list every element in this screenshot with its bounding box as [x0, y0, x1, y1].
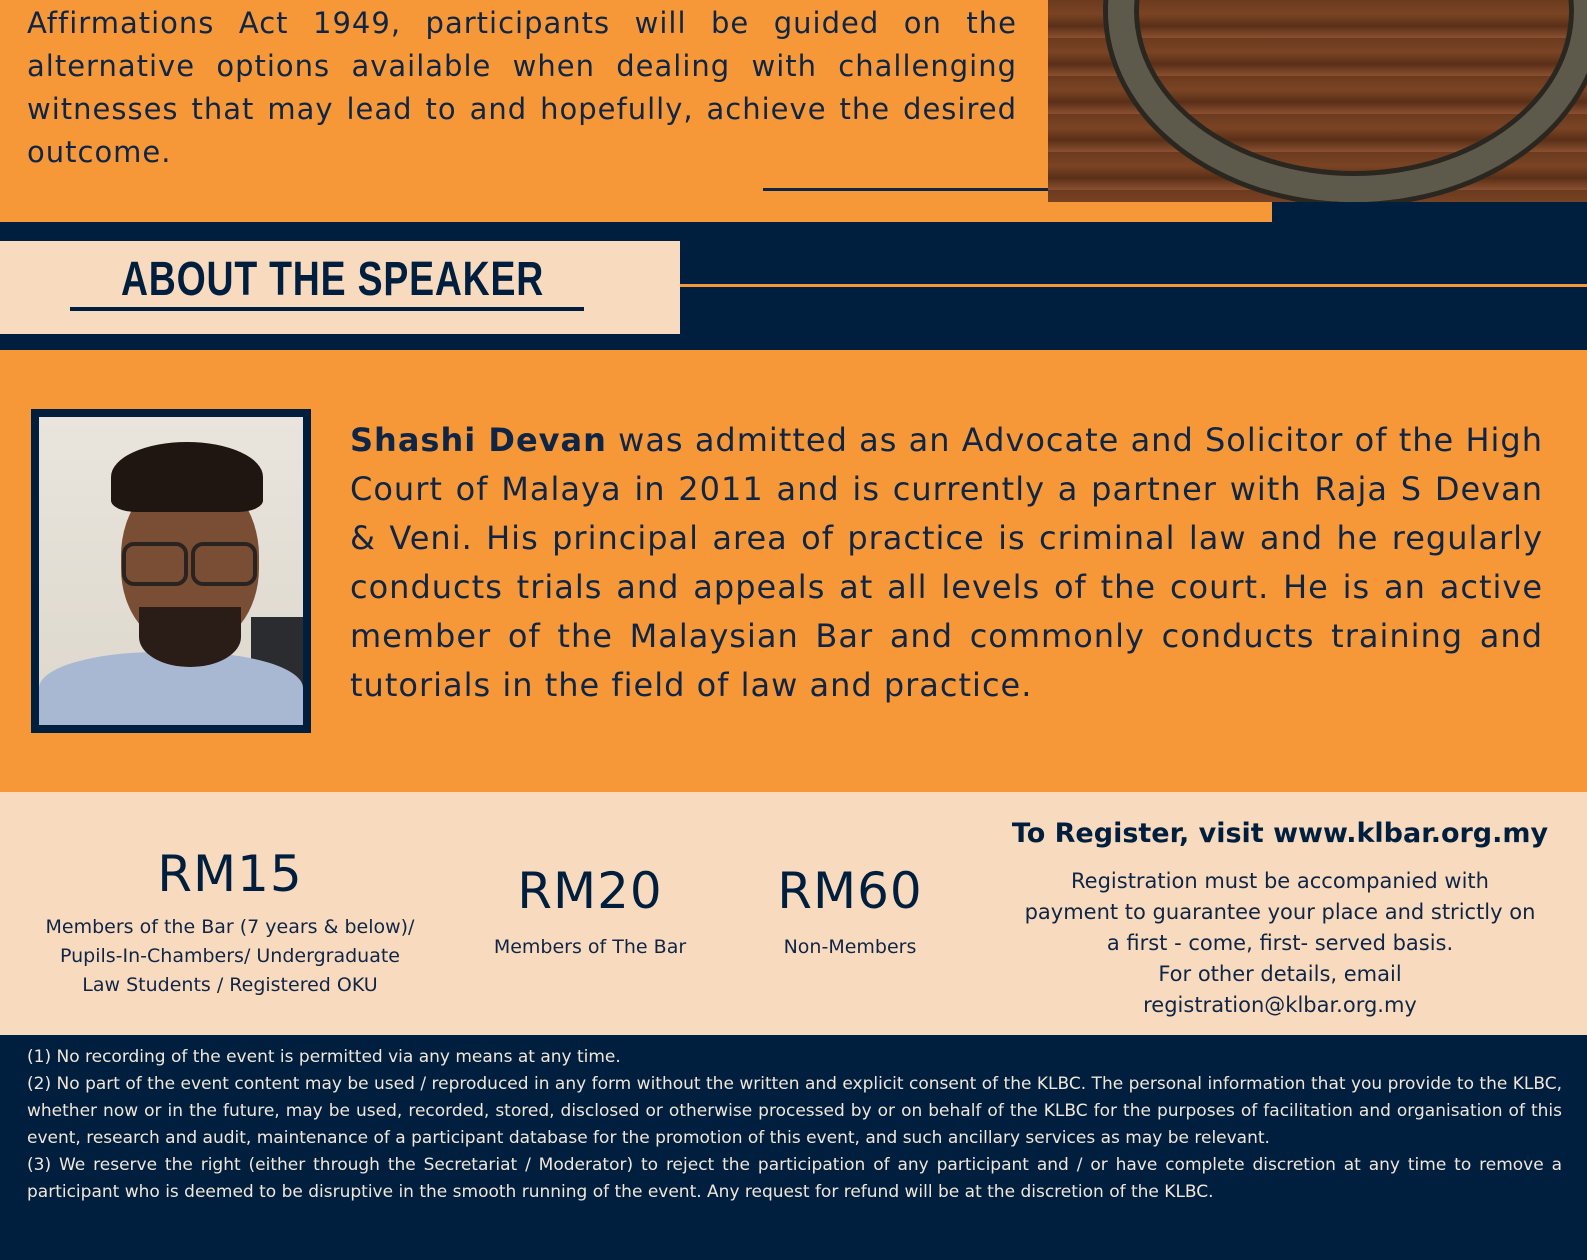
footer-note: (3) We reserve the right (either through the Secretariat / Moderator) to reject the participation of any participant and / or have complete discretion at any time to remove a participant who is deemed to be disruptive in the smooth running of the event. Any request for refund will be at the discretion of the KLBC. [27, 1155, 1562, 1202]
price-amount: RM15 [157, 845, 303, 903]
price-amount: RM20 [517, 862, 663, 920]
price-description [735, 933, 965, 962]
speaker-photo-image [39, 417, 303, 725]
footer-note: (2) No part of the event content may be used / reproduced in any form without the written and explicit consent of the KLBC. The personal information that you provide to the KLBC, whether now or in the future, may be used, recorded, stored, disclosed or otherwise processed by or on behalf of the KLBC for the purposes of facilitation and organisation of this event, research and audit, maintenance of a participant database for the promotion of this event, and such ancillary services as may be relevant. [27, 1074, 1562, 1148]
about-accent-line [680, 284, 1587, 287]
handcuffs-photo [1048, 0, 1587, 202]
price-description [20, 913, 440, 1000]
price-description-line: Law Students / Registered OKU [82, 974, 378, 996]
price-description-line: Pupils-In-Chambers/ Undergraduate [60, 945, 400, 967]
price-description-line: Members of The Bar [493, 936, 687, 958]
footer-notes [27, 1044, 1562, 1206]
glasses-right-shape [191, 542, 257, 586]
intro-text: Affirmations Act 1949, participants will be guided on the alternative options available when dealing with challenging witnesses that may lead to and hopefully, achieve the desired outcome. [27, 6, 1017, 169]
footer-note: (1) No recording of the event is permitted via any means at any time. [27, 1047, 621, 1067]
price-description-line: Members of the Bar (7 years & below)/ [45, 916, 415, 938]
hair-shape [111, 442, 263, 512]
speaker-bio [350, 416, 1543, 710]
handcuff-ring-shape [1108, 0, 1587, 202]
beard-shape [139, 607, 241, 667]
glasses-left-shape [122, 542, 188, 586]
intro-divider [763, 188, 1048, 191]
price-amount: RM60 [777, 862, 923, 920]
speaker-bio-text: was admitted as an Advocate and Solicitor of the High Court of Malaya in 2011 and is currently a partner with Raja S Devan & Veni. His principal area of practice is criminal law and he regularly conducts trials and appeals at all levels of the court. He is an active member of the Malaysian Bar and commonly conducts training and tutorials in the field of law and practice. [350, 421, 1544, 704]
registration-email-link[interactable]: registration@klbar.org.my [1143, 993, 1417, 1017]
about-title: ABOUT THE SPEAKER [120, 253, 545, 306]
speaker-photo [31, 409, 311, 733]
register-heading: To Register, visit www.klbar.org.my [1011, 818, 1549, 849]
price-description [470, 933, 710, 962]
price-description-line: Non-Members [783, 936, 917, 958]
register-info-line: payment to guarantee your place and strictly on [1024, 900, 1536, 924]
register-info-line: Registration must be accompanied with [1071, 869, 1489, 893]
about-title-underline [70, 307, 584, 311]
register-info-line: For other details, email [1158, 962, 1402, 986]
speaker-name: Shashi Devan [350, 421, 607, 459]
register-info-line: a first - come, first- served basis. [1106, 931, 1454, 955]
register-info [985, 866, 1575, 1021]
